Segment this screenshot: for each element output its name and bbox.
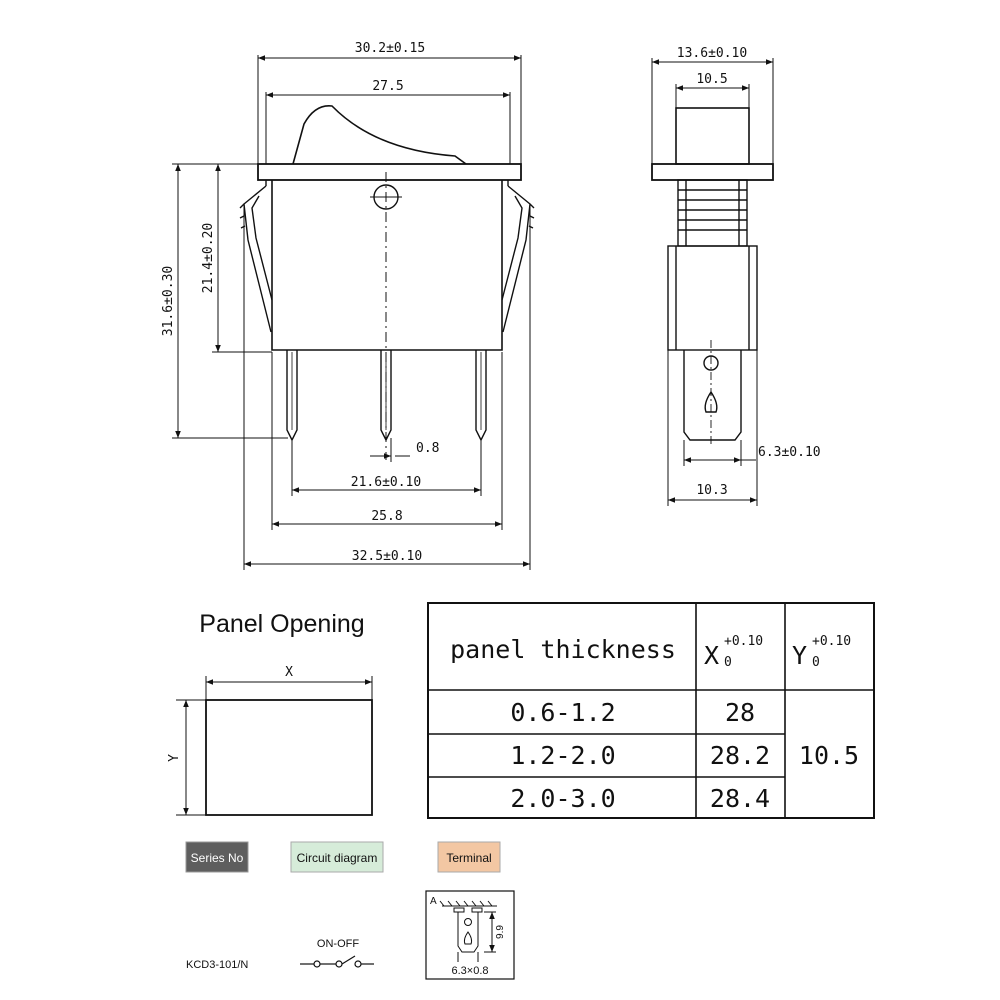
table-header-y-tol-zero: 0	[812, 655, 820, 670]
dim-flange-width: 13.6±0.10	[676, 46, 748, 61]
dim-body-width: 10.3	[696, 483, 728, 498]
table-header-y: Y	[792, 641, 808, 670]
panel-y-label: Y	[167, 754, 182, 762]
table-header-y-tol-plus: +0.10	[812, 634, 852, 649]
circuit-diagram-label: Circuit diagram	[296, 851, 378, 865]
dim-height-total: 31.6±0.30	[161, 265, 176, 337]
panel-x-label: X	[285, 665, 293, 680]
table-header-x-tol-zero: 0	[724, 655, 732, 670]
circuit-text: ON-OFF	[316, 938, 360, 950]
dim-body-bottom-width: 25.8	[371, 509, 403, 524]
table-header-x-tol-plus: +0.10	[724, 634, 764, 649]
legend	[186, 842, 514, 979]
dim-side-rocker-width: 10.5	[696, 72, 728, 87]
dim-overall-width: 30.2±0.15	[354, 41, 426, 56]
switch-symbol-icon	[300, 956, 374, 967]
table-row-thickness: 2.0-3.0	[510, 784, 616, 813]
dim-terminal-width: 6.3±0.10	[758, 445, 821, 460]
front-view	[240, 106, 534, 460]
table-row-x: 28.4	[709, 784, 771, 813]
front-dimension-lines	[172, 55, 530, 570]
dim-clip-width: 32.5±0.10	[351, 549, 423, 564]
table-row-thickness: 0.6-1.2	[510, 698, 616, 727]
terminal-a: A	[430, 896, 437, 907]
front-dimension-labels	[161, 41, 439, 564]
thickness-table	[428, 603, 874, 818]
series-no-label: Series No	[190, 851, 244, 865]
table-header-x: X	[704, 641, 720, 670]
dim-body-height: 21.4±0.20	[201, 222, 216, 294]
dim-pin-span: 21.6±0.10	[350, 475, 422, 490]
table-y-value: 10.5	[798, 741, 860, 770]
table-row-x: 28	[724, 698, 756, 727]
panel-opening	[167, 610, 372, 815]
side-dimension-lines	[652, 58, 773, 506]
terminal-height: 9.9	[495, 925, 506, 939]
table-row-thickness: 1.2-2.0	[510, 741, 616, 770]
terminal-label: Terminal	[446, 851, 492, 865]
table-header-thickness: panel thickness	[450, 635, 676, 664]
table-row-x: 28.2	[709, 741, 771, 770]
dim-rocker-width: 27.5	[372, 79, 404, 94]
model-number: KCD3-101/N	[186, 959, 249, 971]
dim-pin-thickness: 0.8	[416, 441, 440, 456]
panel-title: Panel Opening	[199, 610, 365, 638]
side-view	[652, 108, 773, 446]
terminal-size: 6.3×0.8	[451, 965, 489, 977]
